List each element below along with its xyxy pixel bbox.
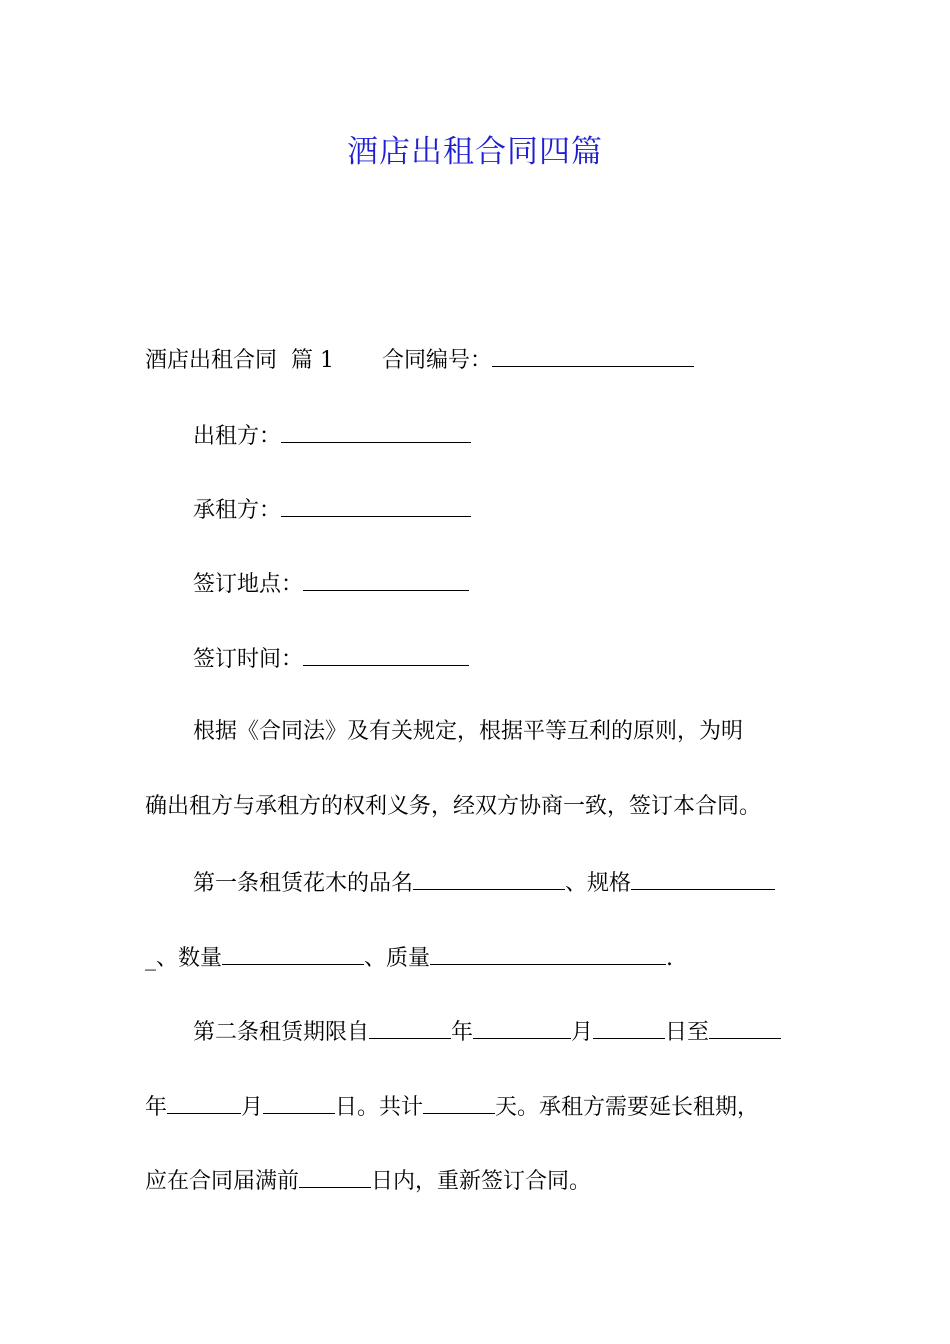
sign-place-blank[interactable] bbox=[303, 568, 469, 591]
article2-line-2 bbox=[145, 1091, 810, 1123]
start-year-label: 年 bbox=[451, 1020, 474, 1045]
article1-quality-blank[interactable] bbox=[430, 942, 666, 965]
renewal-days-blank[interactable] bbox=[299, 1165, 371, 1188]
article1-spec-blank[interactable] bbox=[631, 867, 775, 890]
lessee-line bbox=[193, 494, 810, 526]
renewal-label: 应在合同届满前 bbox=[145, 1169, 300, 1194]
document-title: 酒店出租合同四篇 bbox=[347, 134, 603, 170]
start-day-label: 日至 bbox=[665, 1020, 710, 1045]
article1-name-label: 第一条租赁花木的品名 bbox=[193, 871, 414, 896]
total-days-blank[interactable] bbox=[423, 1091, 495, 1114]
article2-label: 第二条租赁期限自 bbox=[193, 1020, 370, 1045]
renewal-text: 日内，重新签订合同。 bbox=[371, 1169, 592, 1194]
end-month-label: 月 bbox=[241, 1095, 264, 1120]
start-day-blank[interactable] bbox=[593, 1016, 665, 1039]
contract-no-label: 合同编号： bbox=[381, 348, 492, 373]
contract-no-blank[interactable] bbox=[492, 344, 694, 367]
extension-text: 天。承租方需要延长租期， bbox=[495, 1095, 760, 1120]
preamble-line-2: 确出租方与承租方的权利义务，经双方协商一致，签订本合同。 bbox=[145, 794, 762, 819]
article1-line-2 bbox=[145, 942, 810, 974]
lessor-label: 出租方： bbox=[193, 424, 282, 449]
sign-place-label: 签订地点： bbox=[193, 572, 304, 597]
article1-name-blank[interactable] bbox=[413, 867, 565, 890]
end-day-blank[interactable] bbox=[263, 1091, 335, 1114]
article1-end-period: . bbox=[666, 946, 674, 971]
preamble-line-1: 根据《合同法》及有关规定，根据平等互利的原则，为明 bbox=[193, 719, 744, 744]
start-year-blank[interactable] bbox=[369, 1016, 451, 1039]
total-label: 日。共计 bbox=[335, 1095, 424, 1120]
sign-place-line bbox=[193, 568, 810, 600]
start-month-label: 月 bbox=[571, 1020, 594, 1045]
end-year-blank[interactable] bbox=[709, 1016, 781, 1039]
article1-quantity-blank[interactable] bbox=[222, 942, 364, 965]
contract-section-label: 酒店出租合同 篇 1 bbox=[145, 348, 334, 373]
sign-time-line bbox=[193, 643, 810, 675]
lessor-line bbox=[193, 420, 810, 452]
lessor-blank[interactable] bbox=[281, 420, 471, 443]
article2-line-1 bbox=[193, 1016, 810, 1048]
article1-quality-label: 、质量 bbox=[364, 946, 431, 971]
article1-quantity-label: _、数量 bbox=[145, 946, 223, 971]
article1-spec-label: 、规格 bbox=[565, 871, 632, 896]
start-month-blank[interactable] bbox=[473, 1016, 571, 1039]
end-year-label: 年 bbox=[145, 1095, 168, 1120]
article1-line-1 bbox=[193, 867, 810, 899]
sign-time-blank[interactable] bbox=[303, 643, 469, 666]
lessee-label: 承租方： bbox=[193, 498, 282, 523]
article2-line-3 bbox=[145, 1165, 810, 1197]
end-month-blank[interactable] bbox=[167, 1091, 241, 1114]
contract-heading-line bbox=[145, 344, 810, 376]
lessee-blank[interactable] bbox=[281, 494, 471, 517]
sign-time-label: 签订时间： bbox=[193, 647, 304, 672]
